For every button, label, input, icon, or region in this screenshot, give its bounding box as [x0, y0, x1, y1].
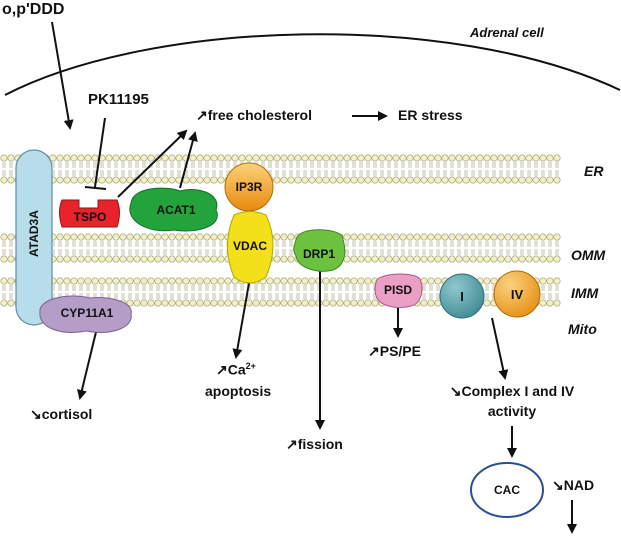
vdac-label: VDAC: [232, 239, 267, 253]
complex-to-activity-arrow: [492, 318, 505, 378]
tspo-to-cholesterol-arrow: [118, 131, 186, 197]
cell-label: Adrenal cell: [470, 25, 544, 40]
pisd-label: PISD: [383, 283, 412, 297]
free-cholesterol-label: ↗free cholesterol: [196, 107, 312, 123]
calcium-label: [216, 362, 256, 377]
omm-compartment-label: OMM: [571, 247, 606, 263]
fission-label: ↗fission: [286, 436, 343, 452]
cortisol-label: ↘cortisol: [30, 406, 93, 422]
er-stress-label: ER stress: [398, 107, 463, 123]
drp1-label: DRP1: [302, 247, 335, 261]
mito-compartment-label: Mito: [568, 321, 597, 337]
ip3r-label: IP3R: [235, 180, 263, 194]
complex-iv-label: IV: [510, 287, 524, 302]
acat1-label: ACAT1: [156, 203, 196, 217]
imm-compartment-label: IMM: [571, 285, 599, 301]
drug-arrow: [52, 22, 70, 128]
calcium-superscript: 2+: [245, 361, 256, 371]
inhibitor-label: PK11195: [88, 91, 149, 108]
er-membrane: [1, 155, 560, 183]
drug-label: o,p'DDD: [2, 1, 65, 18]
inhibition-line: [95, 118, 105, 187]
tspo-label: TSPO: [73, 210, 107, 224]
er-compartment-label: ER: [584, 163, 604, 179]
atad3a-label: ATAD3A: [27, 210, 41, 257]
nad-label: ↘NAD: [552, 477, 595, 493]
complex-activity-line2: activity: [487, 403, 537, 419]
ps-pe-label: ↗PS/PE: [368, 343, 421, 359]
outer-mito-membrane: [1, 234, 560, 262]
vdac-to-ca-arrow: [236, 283, 249, 357]
cell-membrane-arc: [5, 34, 620, 95]
calcium-text: ↗Ca: [216, 361, 246, 378]
inhibition-bar: [85, 187, 106, 189]
cyp11a1-label: CYP11A1: [60, 306, 114, 320]
cyp-to-cortisol-arrow: [80, 332, 96, 398]
apoptosis-label: apoptosis: [205, 383, 272, 399]
complex-activity-line1: ↘Complex I and IV: [449, 383, 575, 399]
complex-i-label: I: [460, 289, 464, 304]
cac-label: CAC: [494, 483, 520, 497]
